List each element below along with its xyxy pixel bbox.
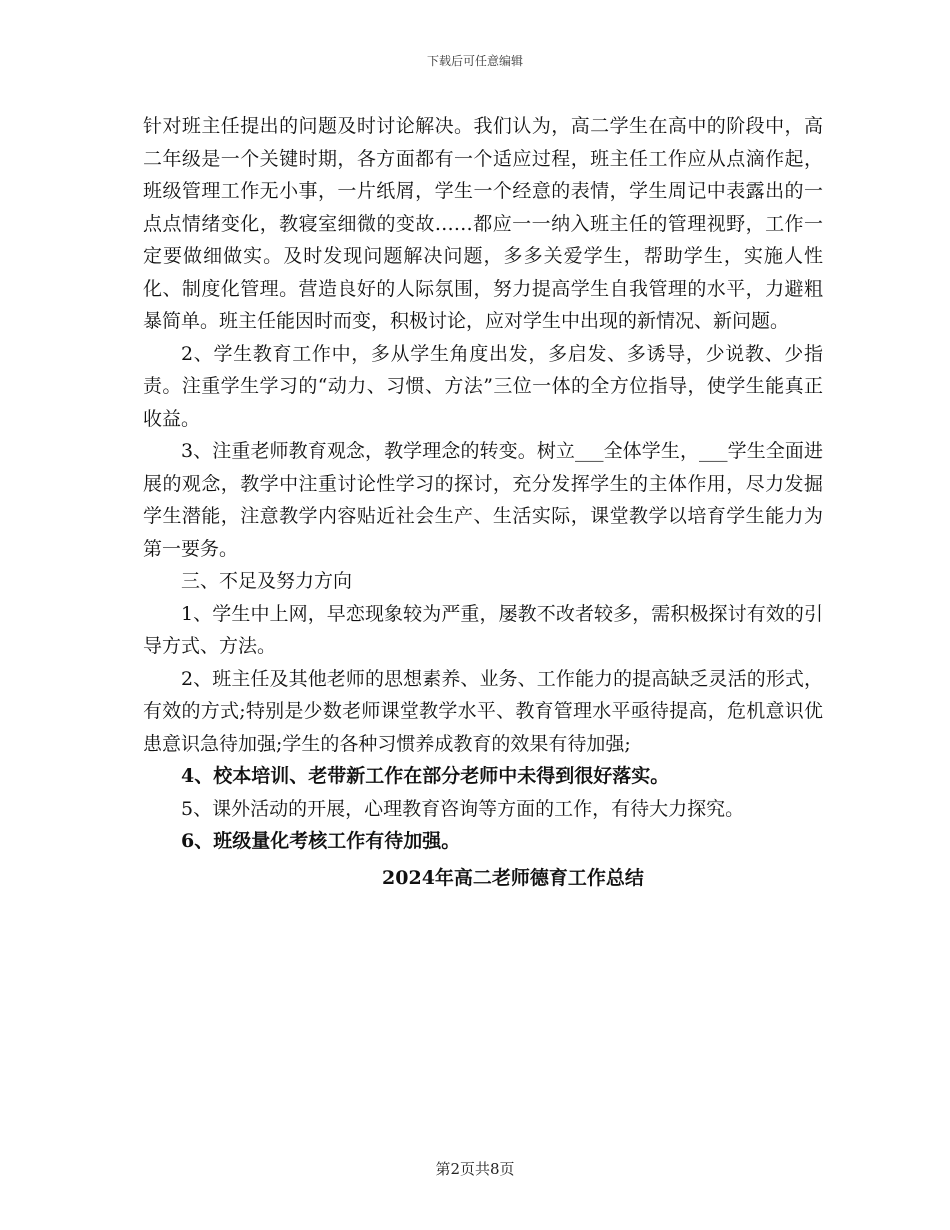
paragraph-shortcoming-5: 5、课外活动的开展，心理教育咨询等方面的工作，有待大力探究。 bbox=[181, 797, 745, 820]
paragraph-shortcoming-2: 2、班主任及其他老师的思想素养、业务、工作能力的提高缺乏灵活的形式，有效的方式;特别是少数老师课堂教学水平、教育管理水平亟待提高，危机意识优患意识急待加强;学生的各种习惯养成教育的效果有待加强; bbox=[143, 667, 823, 755]
page-footer: 第2页共8页 bbox=[435, 1160, 515, 1178]
document-title: 2024年高二老师德育工作总结 bbox=[382, 866, 644, 889]
paragraph-shortcoming-1: 1、学生中上网，早恋现象较为严重，屡教不改者较多，需积极探讨有效的引导方式、方法。 bbox=[143, 602, 823, 657]
paragraph-item-2: 2、学生教育工作中，多从学生角度出发，多启发、多诱导，少说教、少指责。注重学生学习的“动力、习惯、方法”三位一体的全方位指导，使学生能真正收益。 bbox=[143, 342, 823, 430]
page-header: 下载后可任意编辑 bbox=[426, 54, 523, 68]
paragraph-item-3: 3、注重老师教育观念，教学理念的转变。树立___全体学生，___学生全面进展的观念，教学中注重讨论性学习的探讨，充分发挥学生的主体作用，尽力发掘学生潜能，注意教学内容贴近社会生产、生活实际，课堂教学以培育学生能力为第一要务。 bbox=[143, 440, 823, 560]
document-body bbox=[143, 110, 823, 894]
paragraph-continuation: 针对班主任提出的问题及时讨论解决。我们认为，高二学生在高中的阶段中，高二年级是一个关键时期，各方面都有一个适应过程，班主任工作应从点滴作起，班级管理工作无小事，一片纸屑，学生一个经意的表情，学生周记中表露出的一点点情绪变化，教寝室细微的变故……都应一一纳入班主任的管理视野，工作一定要做细做实。及时发现问题解决问题，多多关爱学生，帮助学生，实施人性化、制度化管理。营造良好的人际氛围，努力提高学生自我管理的水平，力避粗暴简单。班主任能因时而变，积极讨论，应对学生中出现的新情况、新问题。 bbox=[143, 115, 823, 332]
paragraph-shortcoming-6: 6、班级量化考核工作有待加强。 bbox=[181, 830, 461, 852]
paragraph-shortcoming-4: 4、校本培训、老带新工作在部分老师中未得到很好落实。 bbox=[181, 765, 670, 787]
section-heading: 三、不足及努力方向 bbox=[181, 570, 353, 592]
